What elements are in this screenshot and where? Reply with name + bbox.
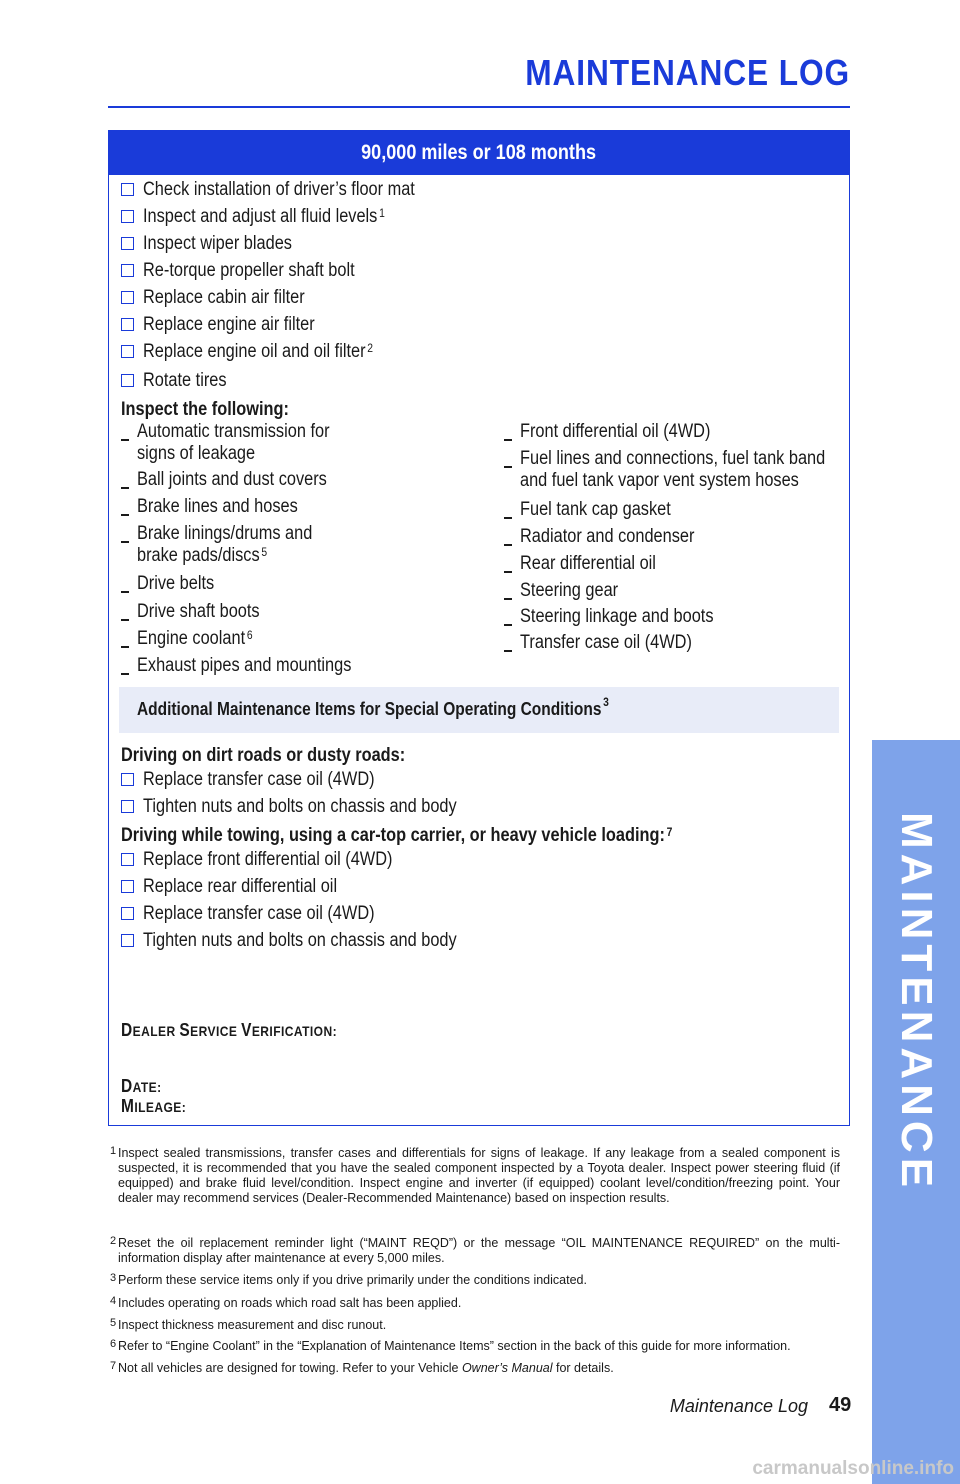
checkbox[interactable] bbox=[121, 934, 134, 947]
inspect-item: Rear differential oil bbox=[520, 553, 656, 574]
list-dash bbox=[121, 541, 129, 543]
inspect-item: Exhaust pipes and mountings bbox=[137, 655, 352, 676]
checklist-item: Replace rear differential oil bbox=[143, 876, 338, 897]
checklist-item: Rotate tires bbox=[143, 370, 227, 391]
inspect-item-continued: brake pads/discs $^5$ bbox=[137, 545, 268, 566]
inspect-item: Front differential oil (4WD) bbox=[520, 421, 711, 442]
inspect-item: Brake lines and hoses bbox=[137, 496, 298, 517]
checklist-item: Inspect and adjust all fluid levels $^1$ bbox=[143, 206, 385, 227]
inspect-item: Fuel lines and connections, fuel tank band bbox=[520, 448, 826, 469]
list-dash bbox=[121, 619, 129, 621]
dirt-roads-heading: Driving on dirt roads or dusty roads: bbox=[121, 745, 406, 766]
checklist-item: Tighten nuts and bolts on chassis and body bbox=[143, 796, 457, 817]
footnote: 6 Refer to “Engine Coolant” in the “Explanation of Maintenance Items” section in the back of this guide for more information. bbox=[110, 1338, 791, 1353]
additional-heading: Additional Maintenance Items for Special Operating Conditions bbox=[137, 699, 602, 719]
inspect-item-continued: and fuel tank vapor vent system hoses bbox=[520, 470, 799, 491]
towing-heading: Driving while towing, using a car-top carrier, or heavy vehicle loading: $^7$ bbox=[121, 825, 673, 846]
checkbox[interactable] bbox=[121, 374, 134, 387]
footnote: 2 Reset the oil replacement reminder light (“MAINT REQD”) or the message “OIL MAINTENANCE REQUIRED” on the multi-information display after maintenance at every 5,000 miles. bbox=[110, 1235, 840, 1265]
footnote: 4 Includes operating on roads which road salt has been applied. bbox=[110, 1295, 462, 1310]
checklist-item: Replace engine air filter bbox=[143, 314, 315, 335]
checkbox[interactable] bbox=[121, 237, 134, 250]
checklist-item: Replace transfer case oil (4WD) bbox=[143, 769, 375, 790]
list-dash bbox=[121, 673, 129, 675]
inspect-item: Automatic transmission for bbox=[137, 421, 330, 442]
inspect-item: Brake linings/drums and bbox=[137, 523, 313, 544]
list-dash bbox=[504, 650, 512, 652]
footnote: 7 Not all vehicles are designed for towing. Refer to your Vehicle Owner’s Manual for details. bbox=[110, 1360, 614, 1375]
inspect-item: Steering linkage and boots bbox=[520, 606, 714, 627]
inspect-item: Fuel tank cap gasket bbox=[520, 499, 671, 520]
list-dash bbox=[504, 571, 512, 573]
list-dash bbox=[121, 514, 129, 516]
checklist-item: Replace transfer case oil (4WD) bbox=[143, 903, 375, 924]
mileage-label: MILEAGE: bbox=[121, 1096, 187, 1116]
list-dash bbox=[504, 624, 512, 626]
list-dash bbox=[504, 598, 512, 600]
maintenance-interval-box bbox=[108, 130, 850, 1126]
watermark: carmanualsonline.info bbox=[752, 1458, 954, 1479]
checklist-item: Inspect wiper blades bbox=[143, 233, 292, 254]
checkbox[interactable] bbox=[121, 800, 134, 813]
dealer-verification-label: DEALER SERVICE VERIFICATION: bbox=[121, 1020, 338, 1040]
inspect-item: Steering gear bbox=[520, 580, 619, 601]
checklist-item: Tighten nuts and bolts on chassis and body bbox=[143, 930, 457, 951]
checkbox[interactable] bbox=[121, 210, 134, 223]
list-dash bbox=[504, 544, 512, 546]
list-dash bbox=[121, 487, 129, 489]
date-label: DATE: bbox=[121, 1076, 162, 1096]
side-section-tab bbox=[872, 740, 960, 1484]
checkbox[interactable] bbox=[121, 183, 134, 196]
title-divider bbox=[108, 106, 850, 108]
checkbox[interactable] bbox=[121, 345, 134, 358]
inspect-item: Radiator and condenser bbox=[520, 526, 695, 547]
inspect-item: Ball joints and dust covers bbox=[137, 469, 327, 490]
list-dash bbox=[121, 591, 129, 593]
additional-maintenance-banner: Additional Maintenance Items for Special Operating Conditions $^3$ bbox=[119, 687, 839, 733]
inspect-heading: Inspect the following: bbox=[121, 399, 289, 420]
side-tab-label: MAINTENANCE bbox=[892, 811, 941, 1193]
checkbox[interactable] bbox=[121, 773, 134, 786]
footer-section-label: Maintenance Log bbox=[669, 1396, 808, 1416]
checklist-item: Re-torque propeller shaft bolt bbox=[143, 260, 355, 281]
footnote: 1 Inspect sealed transmissions, transfer cases and differentials for signs of leakage. If any leakage from a sealed component is suspected, it is recommended that you have the sealed component inspected by a Toyota dealer. Inspect power steering fluid (if equipped) and brake fluid level/condition. Inspect engine and inverter (if equipped) coolant level/condition/freezing point. Your dealer may recommend services (Dealer-Recommended Maintenance) based on inspection results. bbox=[110, 1145, 840, 1205]
checkbox[interactable] bbox=[121, 853, 134, 866]
checkbox[interactable] bbox=[121, 318, 134, 331]
inspect-item: Drive shaft boots bbox=[137, 601, 260, 622]
inspect-item-continued: signs of leakage bbox=[137, 443, 256, 464]
interval-header: 90,000 miles or 108 months bbox=[109, 131, 849, 175]
checkbox[interactable] bbox=[121, 291, 134, 304]
inspect-item: Engine coolant $^6$ bbox=[137, 628, 253, 649]
page-title: MAINTENANCE LOG bbox=[525, 52, 850, 93]
inspect-item: Drive belts bbox=[137, 573, 215, 594]
list-dash bbox=[121, 439, 129, 441]
checklist-item: Replace engine oil and oil filter $^2$ bbox=[143, 341, 374, 362]
list-dash bbox=[504, 439, 512, 441]
inspect-item: Transfer case oil (4WD) bbox=[520, 632, 692, 653]
footnote: 3 Perform these service items only if you drive primarily under the conditions indicated. bbox=[110, 1272, 587, 1287]
checklist-item: Check installation of driver’s floor mat bbox=[143, 179, 415, 200]
page-number: 49 bbox=[829, 1394, 852, 1416]
list-dash bbox=[504, 517, 512, 519]
checklist-item: Replace cabin air filter bbox=[143, 287, 305, 308]
checkbox[interactable] bbox=[121, 907, 134, 920]
footnote: 5 Inspect thickness measurement and disc runout. bbox=[110, 1317, 387, 1332]
checkbox[interactable] bbox=[121, 264, 134, 277]
list-dash bbox=[121, 646, 129, 648]
list-dash bbox=[504, 466, 512, 468]
checkbox[interactable] bbox=[121, 880, 134, 893]
checklist-item: Replace front differential oil (4WD) bbox=[143, 849, 393, 870]
